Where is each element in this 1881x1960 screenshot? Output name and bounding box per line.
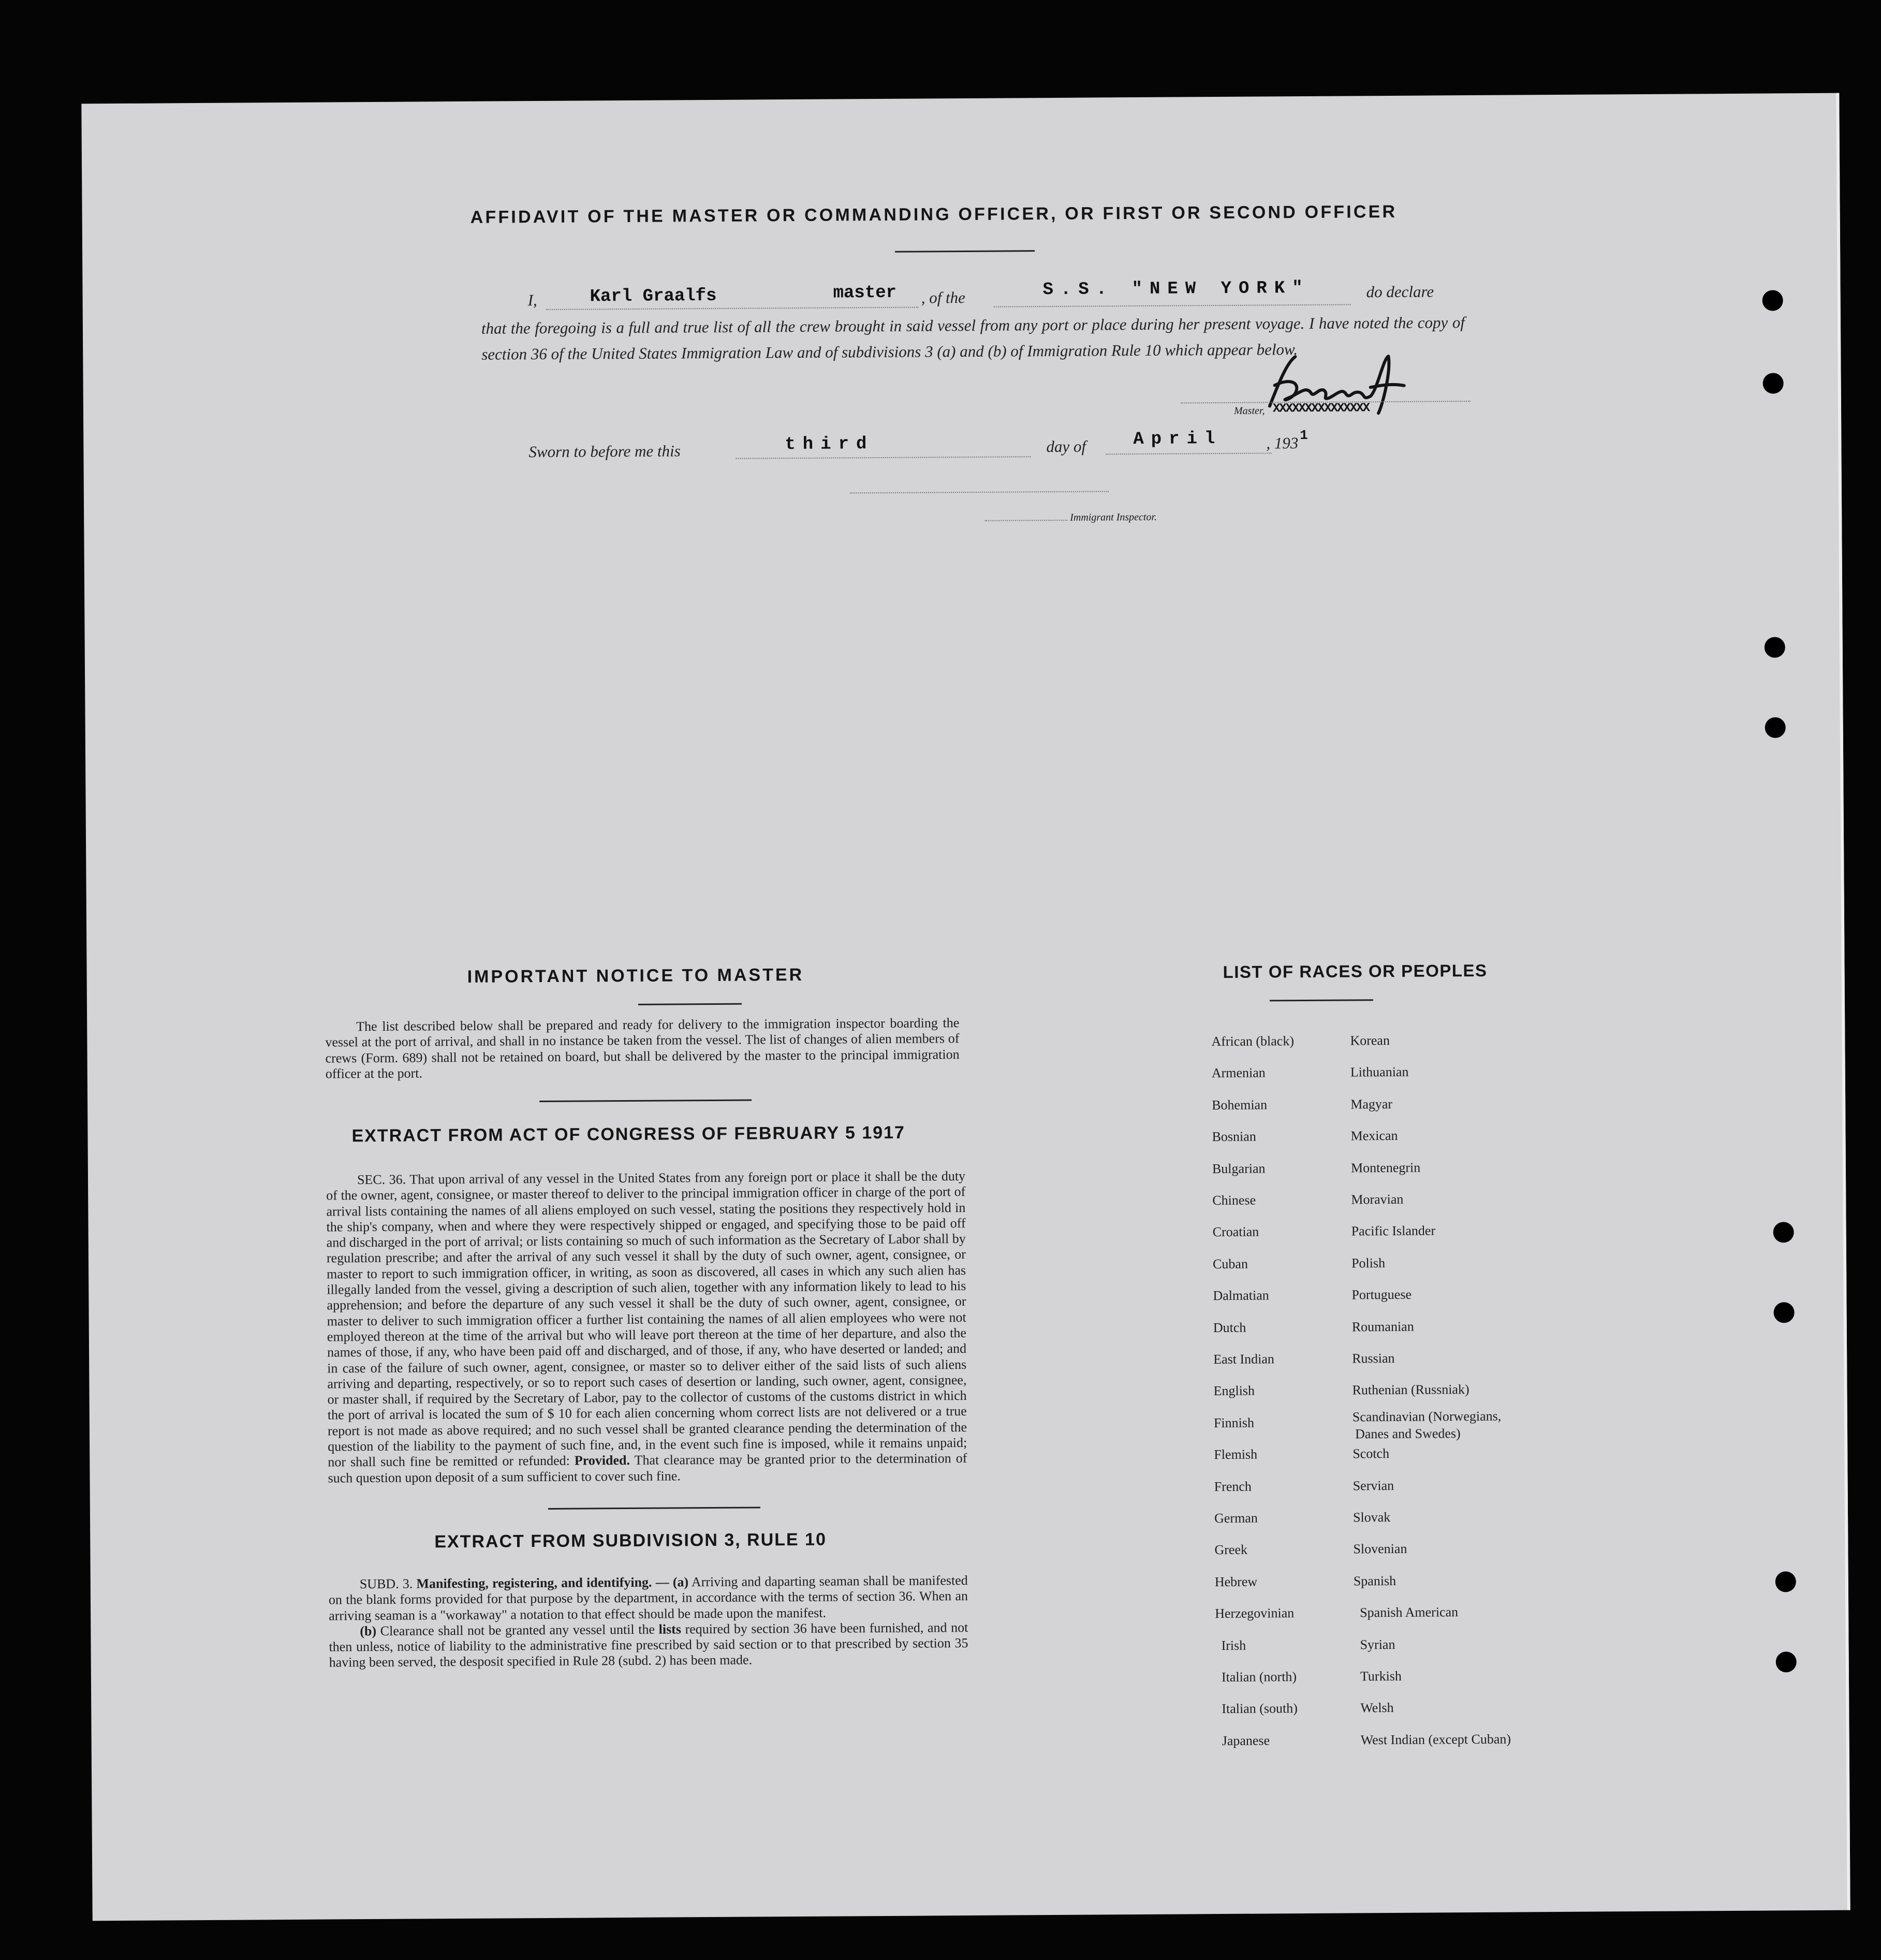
race-item: Scandinavian (Norwegians, [1352,1408,1502,1425]
race-item: Greek [1214,1542,1248,1558]
act-provided-label: Provided. [574,1453,630,1468]
day-of-label: day of [1046,437,1086,456]
race-item: Pacific Islander [1351,1223,1436,1239]
race-item: Magyar [1350,1096,1393,1112]
race-item: Chinese [1212,1192,1256,1208]
race-item: Bulgarian [1212,1161,1266,1176]
rule10-title: EXTRACT FROM SUBDIVISION 3, RULE 10 [434,1529,827,1552]
act-rule [548,1506,760,1510]
race-item: Irish [1221,1637,1246,1653]
of-the-label: , of the [921,288,965,307]
race-item: Flemish [1214,1446,1258,1462]
race-item: Spanish [1353,1573,1397,1589]
rule10-body: SUBD. 3. Manifesting, registering, and identifying. — (a) Arriving and daparting seaman shall be manifested on the blank forms provided for that purpose by the department, in accordance with the terms of section 36. When an arriving seaman is a "workaway" a notation to that effect should be made upon the manifest. (b) Clearance shall not be granted any vessel until the lists required by section 36 have been furnished, and not then unless, notice of liability to the administrative fine prescribed by said section or to that prescribed by section 35 having been served, the desposit specified in Rule 28 (subd. 2) has been made. [328,1572,968,1671]
notice-body: The list described below shall be prepared and ready for delivery to the immigration inspector boarding the vessel at the port of arrival, and shall in no instance be taken from the vessel. The list of changes of alien members of crews (Form. 689) shall not be retained on board, but shall be delivered by the master to the principal immigration officer at the port. [325,1015,960,1081]
year-prefix: , 193 [1266,434,1299,452]
race-item: Polish [1351,1255,1386,1271]
year-suffix: 1 [1300,427,1308,444]
sworn-month: April [1133,429,1223,450]
race-item: Syrian [1360,1636,1395,1652]
race-item: West Indian (except Cuban) [1360,1731,1511,1748]
act-body [326,1168,967,1486]
race-item: Ruthenian (Russniak) [1352,1382,1469,1398]
notice-title: IMPORTANT NOTICE TO MASTER [467,964,804,987]
declarant-rank: master [833,283,897,303]
race-item: Servian [1353,1478,1394,1494]
rule10-subd-heading: Manifesting, registering, and identifying. [416,1574,652,1591]
race-item: Scotch [1353,1446,1390,1461]
race-item: Russian [1352,1350,1395,1366]
race-scandinavian-continuation: Danes and Swedes) [1355,1426,1461,1442]
notice-title-rule [638,1003,742,1005]
struck-title: XXXXXXXXXXXXXXX [1272,401,1370,416]
race-item: Dalmatian [1213,1288,1269,1304]
race-item: Hebrew [1214,1574,1258,1589]
rule10-a-text: Arriving and daparting seaman shall be manifested on the blank forms provided for that purpose by the department, in accordance with the terms of section 36. When an arriving seaman is a "workaway" a notation to that effect should be made upon the manifest. [328,1572,968,1623]
race-item: Welsh [1360,1700,1394,1716]
act-title: EXTRACT FROM ACT OF CONGRESS OF FEBRUARY 5 1917 [351,1122,906,1146]
master-label: Master, [1233,405,1265,417]
binder-hole [1774,1302,1795,1323]
race-item: English [1213,1383,1255,1399]
race-item: French [1214,1479,1252,1494]
binder-hole [1775,1571,1796,1592]
rule10-b-text: required by section 36 have been furnished, and not then unless, notice of liability to the administrative fine prescribed by said section or to that prescribed by section 35 having been served, the desposit specified in Rule 28 (subd. 2) has been made. [329,1619,968,1671]
race-item: Croatian [1212,1224,1259,1240]
race-item: Spanish American [1360,1604,1459,1620]
race-item: Moravian [1351,1191,1404,1207]
races-title: LIST OF RACES OR PEOPLES [1223,960,1488,982]
affidavit-body: that the foregoing is a full and true list of all the crew brought in said vessel from any port or place during her present voyage. I have noted the copy of section 36 of the United States Immigration Law and of subdivisions 3 (a) and (b) of Immigration Rule 10 which appear below. [481,313,1465,363]
race-item: Herzegovinian [1215,1605,1295,1621]
binder-hole [1776,1651,1797,1672]
race-item: Finnish [1213,1415,1255,1430]
affidavit-title-rule [895,250,1035,253]
declarant-name: Karl Graalfs [590,286,717,307]
races-right-column [81,93,1836,104]
race-item: Italian (north) [1221,1669,1297,1685]
act-provided-text: That clearance may be granted prior to the determination of such question upon deposit of a sum sufficient to cover such fine. [328,1451,967,1486]
affidavit-title: AFFIDAVIT OF THE MASTER OR COMMANDING OFFICER, OR FIRST OR SECOND OFFICER [470,201,1398,227]
race-item: German [1214,1510,1258,1526]
race-item: Slovenian [1353,1541,1407,1557]
race-item: Cuban [1212,1256,1248,1271]
vessel-name: S.S. "NEW YORK" [1042,278,1310,300]
binder-hole [1765,637,1785,657]
race-item: Bosnian [1212,1129,1256,1145]
binder-hole [1773,1222,1794,1242]
race-item: Portuguese [1351,1286,1412,1303]
races-left-column [81,93,1836,104]
race-item: Bohemian [1212,1097,1268,1113]
race-item: Lithuanian [1350,1064,1409,1080]
notice-rule [539,1100,752,1103]
races-title-rule [1270,999,1373,1001]
sworn-day: third [785,434,874,455]
race-item: Mexican [1350,1128,1398,1144]
race-item: Japanese [1222,1733,1270,1748]
race-item: Roumanian [1351,1319,1414,1335]
race-item: Montenegrin [1350,1160,1421,1176]
race-item: Turkish [1360,1668,1402,1684]
race-item: East Indian [1213,1351,1274,1367]
affidavit-sheet [81,93,1850,1921]
race-item: African (black) [1211,1033,1295,1049]
declarant-pronoun: I, [527,291,537,310]
race-item: Dutch [1213,1320,1246,1335]
sworn-prefix: Sworn to before me this [528,442,681,461]
act-text: SEC. 36. That upon arrival of any vessel in the United States from any foreign port or place it shall be the duty of the owner, agent, consignee, or master thereof to deliver to the principal immigration officer in charge of the port of arrival lists containing the names of all aliens employed on such vessel, stating the positions they respectively hold in the ship's company, when and where they were respectively shipped or engaged, and specifying those to be paid off and discharged in the port of arrival; or lists containing so much of such information as the Secretary of Labor shall by regulation prescribe; and after the arrival of any such vessel it shall by the duty of such owner, agent, consignee, or master to report to such immigration officer, in writing, as soon as discovered, all cases in which any such alien has illegally landed from the vessel, giving a description of such alien, together with any information likely to lead to his apprehension; and before the departure of any such vessel it shall be the duty of such owner, agent, consignee, or master to deliver to such immigration officer a further list containing the names of all alien employees who were not employed thereon at the time of the arrival but who will leave port thereon at the time of her departure, and also the names of those, if any, who have been paid off and discharged, and of those, if any, who have deserted or landed; and in case of the failure of such owner, agent, consignee, or master so to deliver either of the said lists of such aliens arriving and departing, respectively, or so to report such cases of desertion or landing, such owner, agent, consignee, or master shall, if required by the Secretary of Labor, pay to the collector of customs of the customs district in which the port of arrival is located the sum of $ 10 for each alien concerning whom correct lists are not delivered or a true report is not made as above required; and no such vessel shall be granted clearance pending the determination of the question of the liability to the payment of such fine, and, in the event such fine is imposed, while it remains unpaid; nor shall such fine be remitted or refunded: [326,1168,967,1470]
race-item: Italian (south) [1222,1701,1298,1717]
binder-hole [1763,373,1784,393]
binder-hole [1765,717,1786,738]
race-item: Slovak [1353,1510,1391,1525]
inspector-label: Immigrant Inspector. [1070,511,1157,523]
race-item: Armenian [1211,1065,1266,1081]
binder-hole [1762,290,1783,311]
do-declare-label: do declare [1366,282,1434,301]
race-item: Korean [1350,1032,1390,1048]
